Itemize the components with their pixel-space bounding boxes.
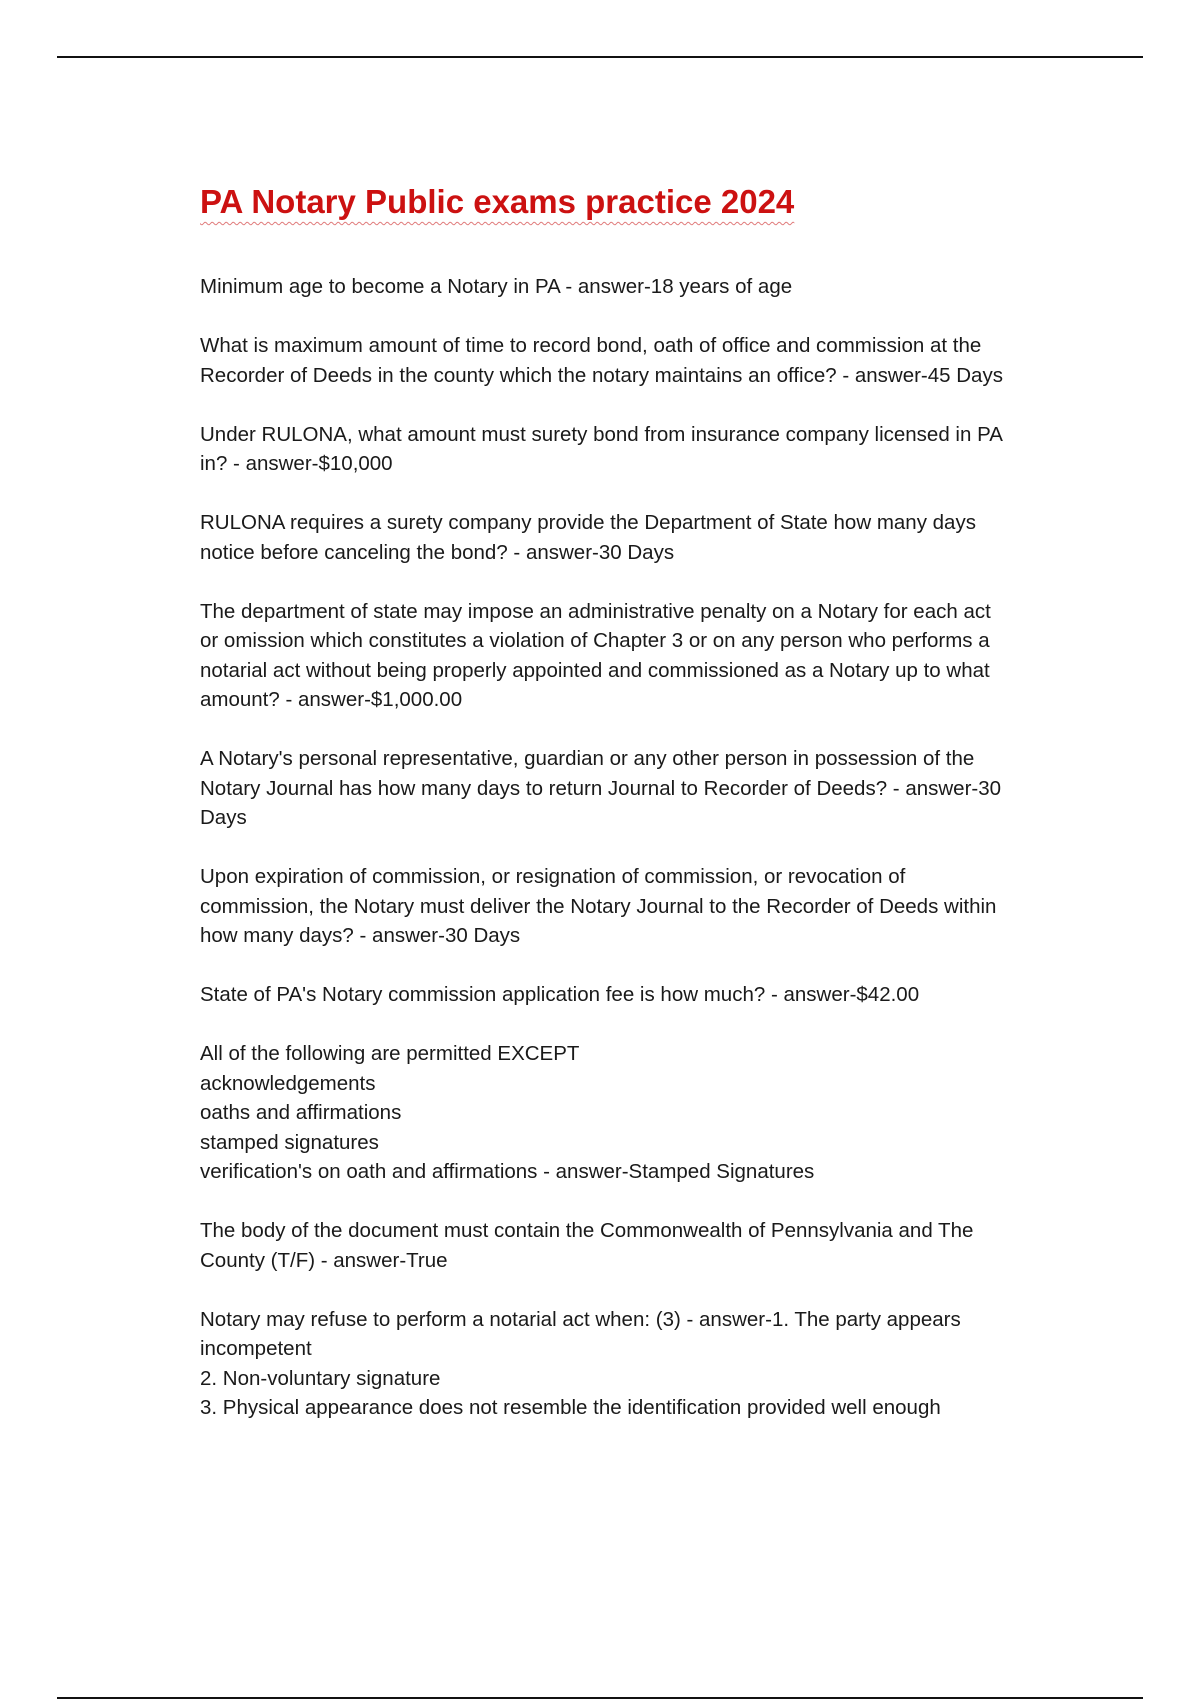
qa-line: Days <box>200 806 247 829</box>
qa-line: acknowledgements <box>200 1071 376 1095</box>
qa-line: What is maximum amount of time to record bond, oath of office and commission at the <box>200 334 982 357</box>
qa-item <box>200 331 1080 390</box>
qa-line: verification's on oath and affirmations - answer-Stamped Signatures <box>200 1160 815 1183</box>
document-title: PA Notary Public exams practice 2024 <box>200 183 795 220</box>
qa-item <box>200 862 1080 951</box>
qa-line: State of PA's Notary commission application fee is how much? - answer-$42.00 <box>200 983 920 1006</box>
qa-line: The department of state may impose an administrative penalty on a Notary for each act <box>200 599 991 623</box>
qa-line: The body of the document must contain the Commonwealth of Pennsylvania and The <box>200 1219 974 1242</box>
qa-line: County (T/F) - answer-True <box>200 1248 448 1272</box>
qa-line: Notary may refuse to perform a notarial act when: (3) - answer-1. The party appears <box>200 1307 961 1331</box>
qa-item <box>200 420 1080 479</box>
qa-line: Minimum age to become a Notary in PA - answer-18 years of age <box>200 275 793 298</box>
qa-line: RULONA requires a surety company provide the Department of State how many days <box>200 511 976 534</box>
qa-line: Upon expiration of commission, or resignation of commission, or revocation of <box>200 865 906 888</box>
document-body <box>200 178 1080 1452</box>
qa-line: Recorder of Deeds in the county which the notary maintains an office? - answer-45 Days <box>200 363 1003 387</box>
qa-item <box>200 272 1080 302</box>
qa-line: oaths and affirmations <box>200 1101 402 1124</box>
qa-item <box>200 1305 1080 1423</box>
header-rule <box>57 56 1143 58</box>
qa-item <box>200 597 1080 715</box>
footer-rule <box>57 1697 1143 1699</box>
qa-line: how many days? - answer-30 Days <box>200 924 521 947</box>
qa-line: notice before canceling the bond? - answer-30 Days <box>200 540 675 564</box>
qa-line: in? - answer-$10,000 <box>200 452 393 475</box>
qa-item <box>200 1216 1080 1275</box>
qa-line: All of the following are permitted EXCEPT <box>200 1042 580 1065</box>
qa-item <box>200 508 1080 567</box>
qa-line: stamped signatures <box>200 1130 379 1154</box>
qa-line: 2. Non-voluntary signature <box>200 1366 441 1390</box>
qa-line: or omission which constitutes a violation of Chapter 3 or on any person who performs a <box>200 629 990 652</box>
qa-item <box>200 980 1080 1010</box>
qa-line: Under RULONA, what amount must surety bond from insurance company licensed in PA <box>200 422 1003 446</box>
qa-line: A Notary's personal representative, guardian or any other person in possession of the <box>200 747 975 770</box>
qa-line: commission, the Notary must deliver the Notary Journal to the Recorder of Deeds within <box>200 894 997 918</box>
qa-item <box>200 1039 1080 1187</box>
qa-item <box>200 744 1080 833</box>
qa-line: amount? - answer-$1,000.00 <box>200 688 463 711</box>
qa-line: Notary Journal has how many days to return Journal to Recorder of Deeds? - answer-30 <box>200 776 1002 800</box>
qa-line: incompetent <box>200 1337 312 1360</box>
qa-line: 3. Physical appearance does not resemble the identification provided well enough <box>200 1396 941 1419</box>
qa-line: notarial act without being properly appointed and commissioned as a Notary up to what <box>200 658 990 682</box>
